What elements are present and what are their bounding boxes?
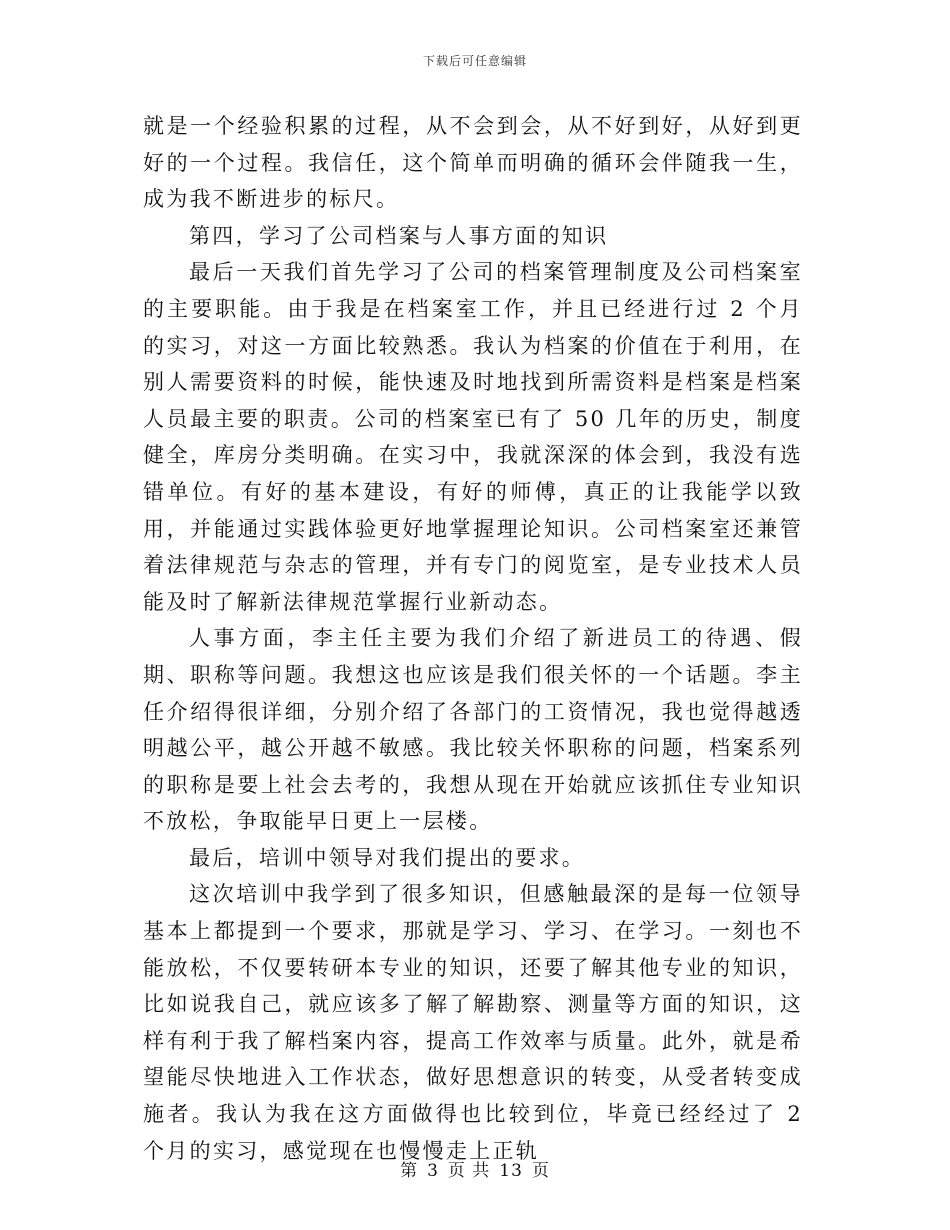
footer-mid: 页 共 — [447, 1161, 491, 1181]
footer-prefix: 第 — [400, 1161, 419, 1181]
section-heading-fourth: 第四，学习了公司档案与人事方面的知识 — [189, 223, 609, 248]
paragraph-training: 这次培训中我学到了很多知识，但感触最深的是每一位领导基本上都提到一个要求，那就是学习、学习、在学习。一刻也不能放松，不仅要转研本专业的知识，还要了解其他专业的知识，比如说我自己，就应该多了解了解勘察、测量等方面的知识，这样有利于我了解档案内容，提高工作效率与质量。此外，就是希望能尽快地进入工作状态，做好思想意识的转变，从受者转变成施者。我认为我在这方面做得也比较到位，毕竟已经经过了 2 个月的实习，感觉现在也慢慢走上正轨 — [143, 882, 812, 1163]
paragraph-personnel: 人事方面，李主任主要为我们介绍了新进员工的待遇、假期、职称等问题。我想这也应该是我们很关怀的一个话题。李主任介绍得很详细，分别介绍了各部门的工资情况，我也觉得越透明越公平，越公开越不敏感。我比较关怀职称的问题，档案系列的职称是要上社会去考的，我想从现在开始就应该抓住专业知识不放松，争取能早日更上一层楼。 — [143, 626, 803, 834]
paragraph-archives: 最后一天我们首先学习了公司的档案管理制度及公司档案室的主要职能。由于我是在档案室工作，并且已经进行过 2 个月的实习，对这一方面比较熟悉。我认为档案的价值在于利用，在别人需要资料的时候，能快速及时地找到所需资料是档案是档案人员最主要的职责。公司的档案室已有了 50 几年的历史，制度健全，库房分类明确。在实习中，我就深深的体会到，我没有选错单位。有好的基本建设，有好的师傅，真正的让我能学以致用，并能通过实践体验更好地掌握理论知识。公司档案室还兼管着法律规范与杂志的管理，并有专门的阅览室，是专业技术人员能及时了解新法律规范掌握行业新动态。 — [143, 260, 803, 614]
page-header: 下载后可任意编辑 — [422, 54, 527, 68]
document-body — [143, 108, 812, 1169]
footer-suffix: 页 — [531, 1161, 550, 1181]
section-heading-requirements: 最后，培训中领导对我们提出的要求。 — [189, 845, 586, 870]
footer-total-pages: 13 — [499, 1161, 523, 1181]
page-footer — [0, 1156, 950, 1181]
paragraph-continuation: 就是一个经验积累的过程，从不会到会，从不好到好，从好到更好的一个过程。我信任，这个简单而明确的循环会伴随我一生，成为我不断进步的标尺。 — [143, 114, 803, 212]
footer-page-number: 3 — [427, 1161, 439, 1181]
